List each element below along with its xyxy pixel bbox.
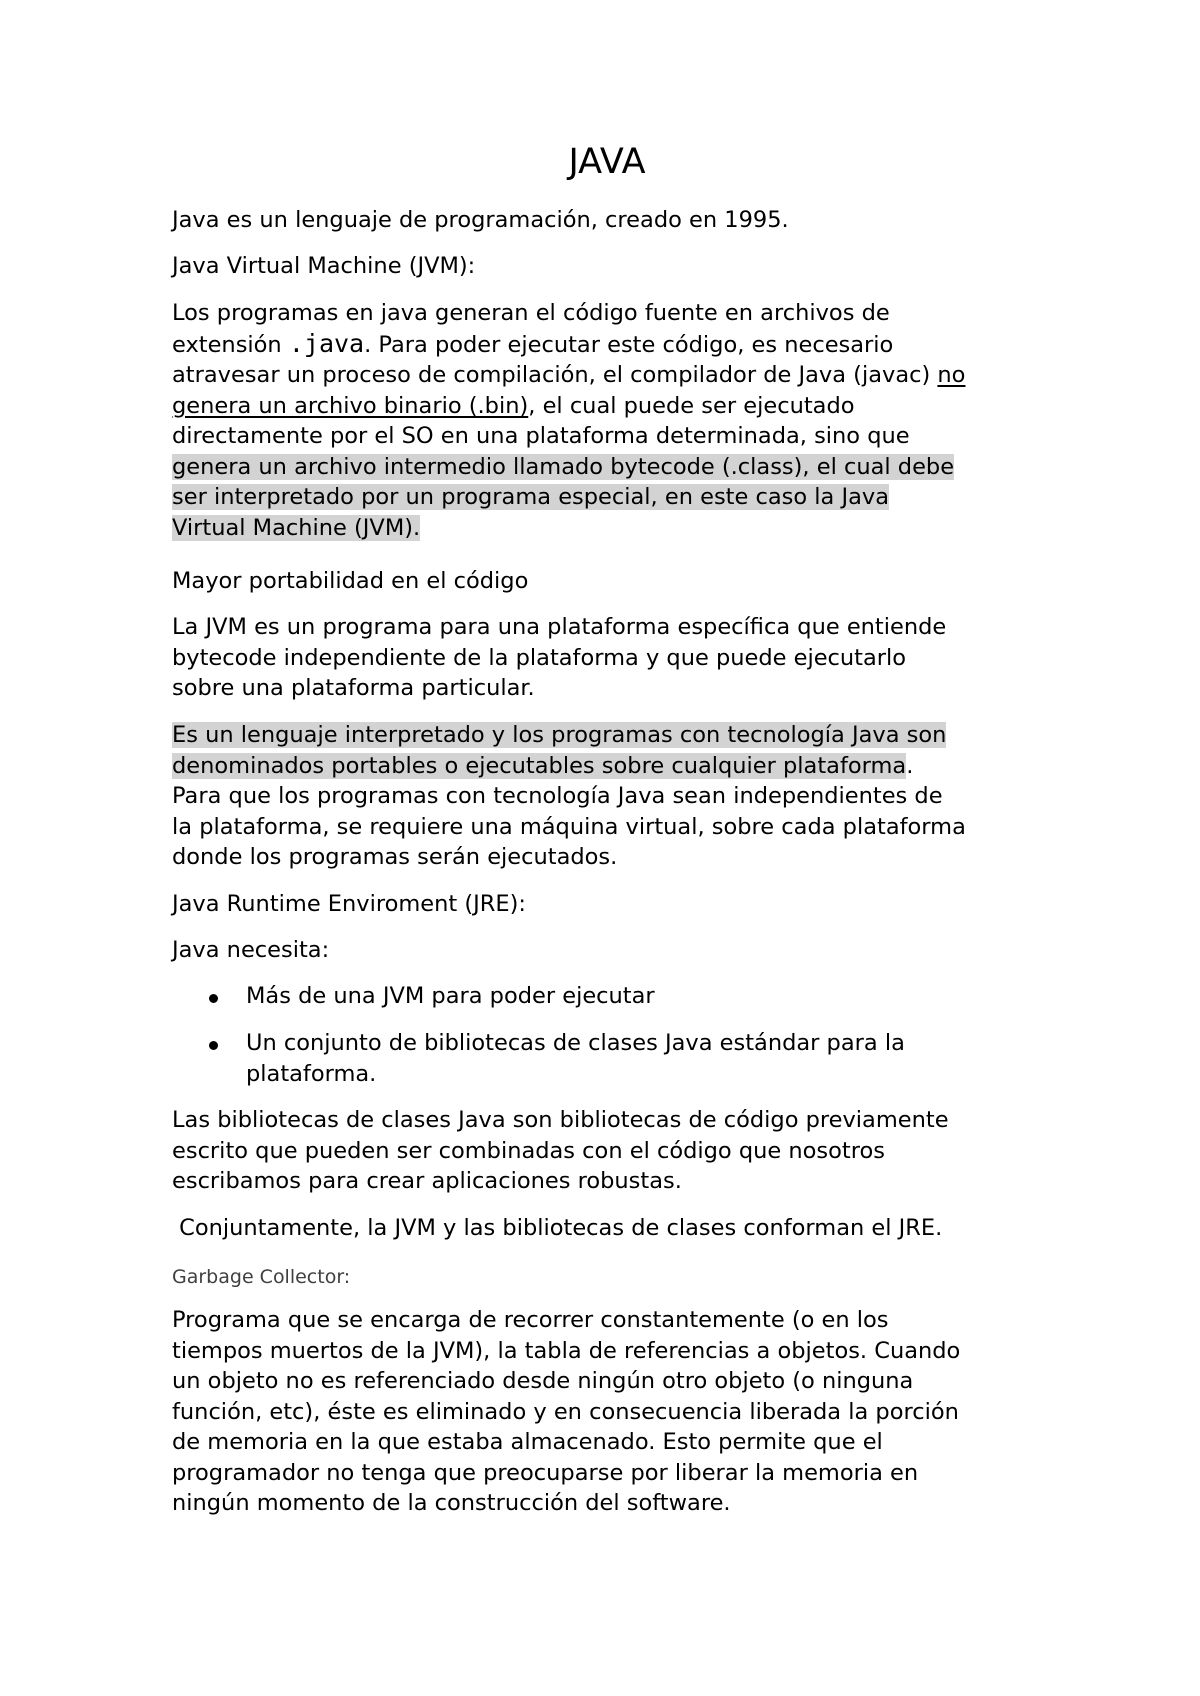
highlighted-text: Es un lenguaje interpretado y los programas con tecnología Java son xyxy=(172,722,947,748)
file-extension-code: .java xyxy=(288,328,365,358)
highlighted-text: ser interpretado por un programa especial, en este caso la Java xyxy=(172,484,890,510)
gc-heading: Garbage Collector: xyxy=(172,1266,351,1288)
intro-paragraph: Java es un lenguaje de programación, creado en 1995. xyxy=(172,207,789,233)
underlined-text: no xyxy=(937,362,966,388)
jvm-platform-paragraph: La JVM es un programa para una plataforma específica que entiende bytecode independiente de la plataforma y que puede ejecutarlo sobre una plataforma particular. xyxy=(172,614,947,701)
jvm-heading: Java Virtual Machine (JVM): xyxy=(172,253,476,279)
portability-heading: Mayor portabilidad en el código xyxy=(172,568,529,594)
document-title: JAVA xyxy=(568,142,646,182)
highlighted-text: denominados portables o ejecutables sobre cualquier plataforma xyxy=(172,752,907,779)
gc-paragraph: Programa que se encarga de recorrer constantemente (o en los tiempos muertos de la JVM), la tabla de referencias a objetos. Cuando un objeto no es referenciado desde ningún otro objeto (o ninguna función, etc), éste es eliminado y en consecuencia liberada la porción de memoria en la que estaba almacenado. Esto permite que el programador no tenga que preocuparse por liberar la memoria en ningún momento de la construcción del software. xyxy=(172,1307,961,1516)
needs-label: Java necesita: xyxy=(172,937,330,963)
underlined-text: genera un archivo binario (.bin) xyxy=(172,392,529,419)
bullet-icon xyxy=(209,1041,218,1050)
interpreted-paragraph: Es un lenguaje interpretado y los programas con tecnología Java son denominados portables o ejecutables sobre cualquier plataforma. Para que los programas con tecnología Java sean independientes de la plataforma, se requiere una máquina virtual, sobre cada plataforma donde los programas serán ejecutados. xyxy=(172,722,966,870)
highlighted-text: Virtual Machine (JVM) xyxy=(172,514,414,541)
jre-summary: Conjuntamente, la JVM y las bibliotecas de clases conforman el JRE. xyxy=(172,1215,943,1241)
bullet-icon xyxy=(209,994,218,1003)
jre-heading: Java Runtime Enviroment (JRE): xyxy=(172,891,526,917)
libraries-paragraph: Las bibliotecas de clases Java son bibliotecas de código previamente escrito que pueden ser combinadas con el código que nosotros escribamos para crear aplicaciones robustas. xyxy=(172,1107,949,1194)
jvm-paragraph: Los programas en java generan el código fuente en archivos de extensión .java. Para poder ejecutar este código, es necesario atravesar un proceso de compilación, el compilador de Java (javac) no genera un archivo binario (.bin), el cual puede ser ejecutado directamente por el SO en una plataforma determinada, sino que genera un archivo intermedio llamado bytecode (.class), el cual debe ser interpretado por un programa especial, en este caso la Java Virtual Machine (JVM). xyxy=(172,300,966,541)
highlighted-text: genera un archivo intermedio llamado bytecode (.class), el cual debe xyxy=(172,453,955,480)
